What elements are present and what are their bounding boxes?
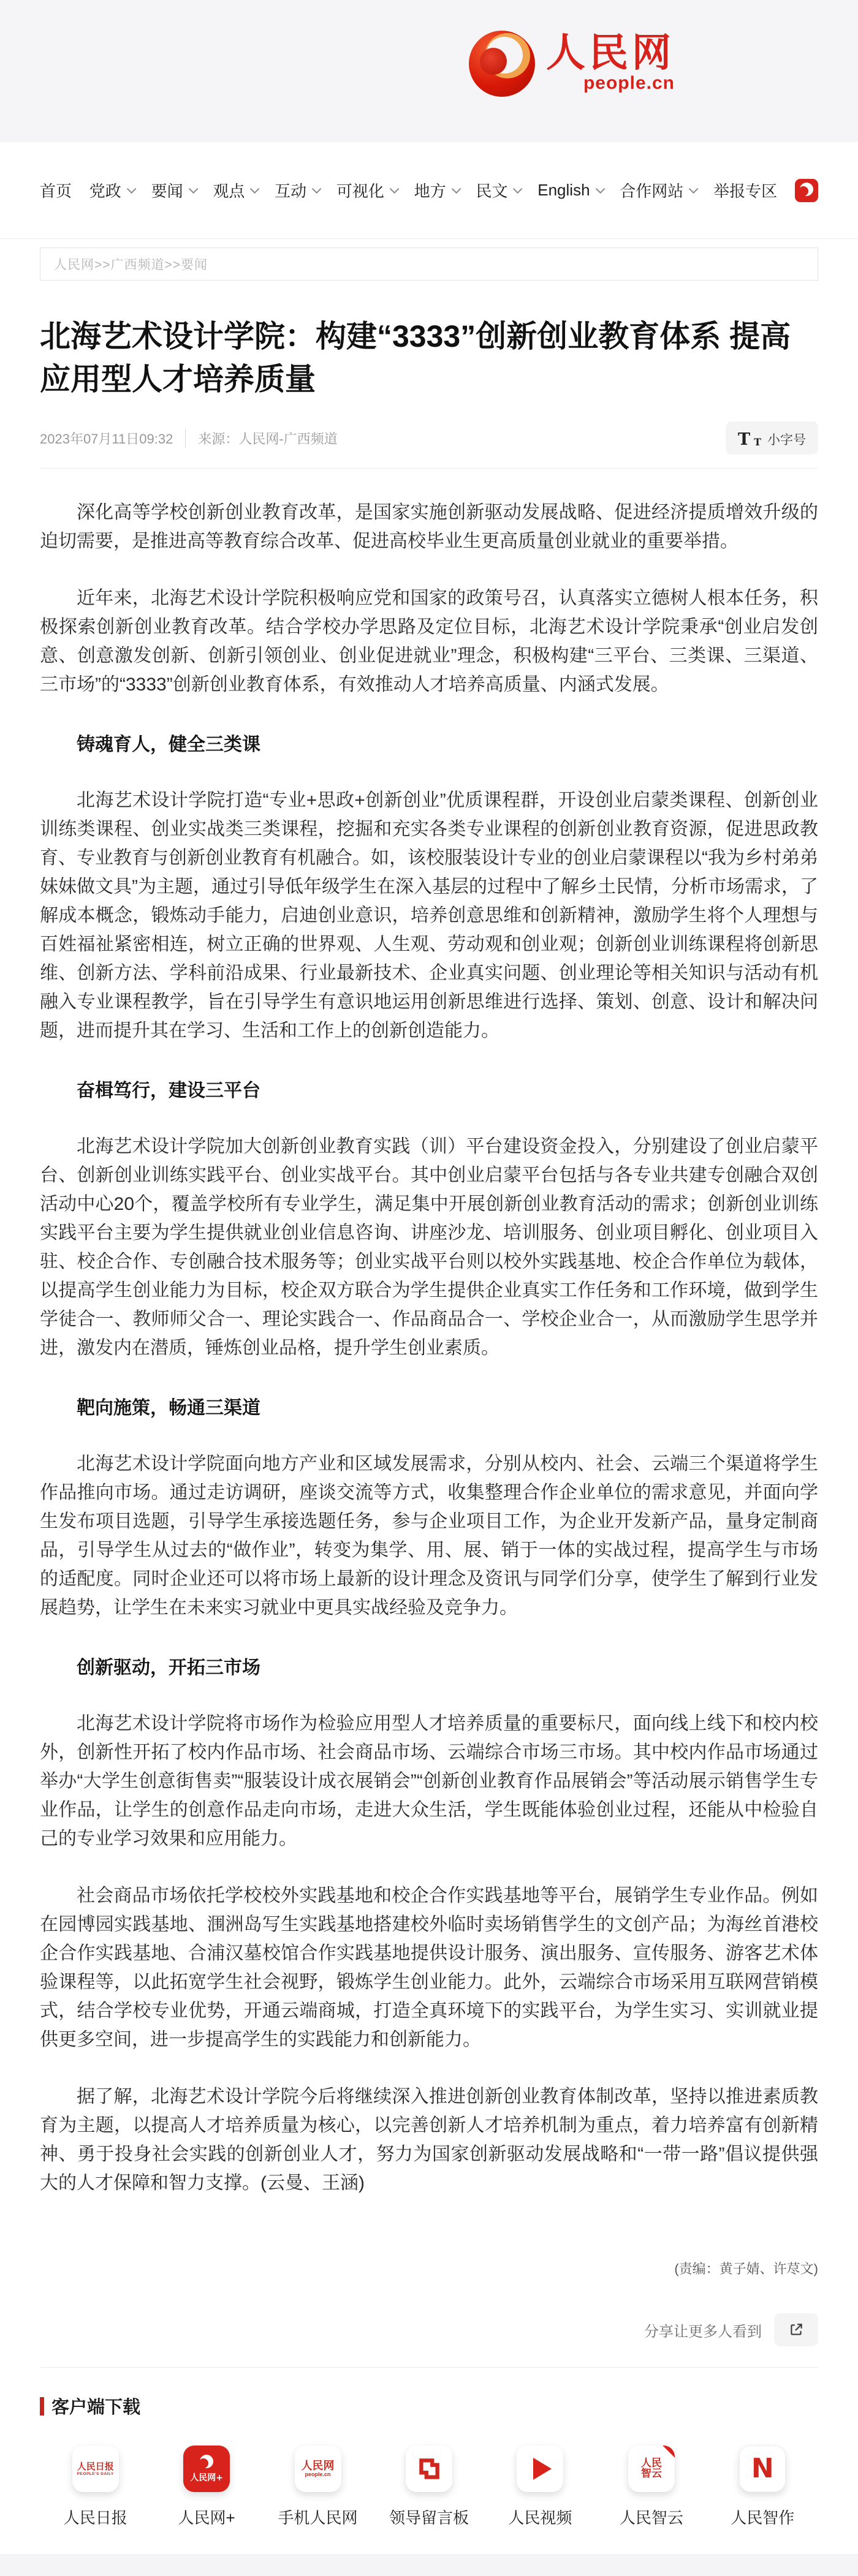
section-heading: 奋楫笃行，建设三平台	[77, 1081, 260, 1101]
people-app-icon[interactable]	[795, 179, 818, 202]
chevron-down-icon	[312, 184, 322, 194]
people-writer-icon: N	[739, 2446, 786, 2492]
app-people-video[interactable]	[485, 2446, 596, 2528]
client-download-section	[40, 2368, 818, 2554]
chevron-down-icon	[452, 184, 461, 194]
play-icon	[533, 2458, 552, 2480]
nav-item-party-gov[interactable]: 党政	[89, 179, 134, 202]
share-label: 分享让更多人看到	[644, 2323, 762, 2340]
footer-band	[0, 2554, 858, 2576]
article-meta	[40, 421, 818, 469]
paragraph: 据了解，北海艺术设计学院今后将继续深入推进创新创业教育体制改革，坚持以推进素质教育为主题，以提高人才培养质量为核心，以完善创新人才培养机制为重点，着力培养富有创新精神、勇于投身社会实践的创新创业人才，努力为国家创新驱动发展战略和“一带一路”倡议提供强大的人才保障和智力支撑。(云曼、王涵)	[40, 2087, 818, 2193]
nav-item-news[interactable]: 要闻	[151, 179, 196, 202]
chevron-down-icon	[513, 184, 523, 194]
people-cloud-icon: 人民 智云	[628, 2446, 675, 2492]
people-cn-logo[interactable]	[469, 31, 675, 97]
download-section-title: 客户端下载	[51, 2398, 141, 2417]
people-video-icon	[517, 2446, 563, 2492]
chevron-down-icon	[595, 184, 605, 194]
nav-item-english[interactable]: English	[537, 181, 602, 200]
font-size-icon: T	[738, 430, 751, 449]
chevron-down-icon	[127, 184, 137, 194]
app-name: 手机人民网	[278, 2509, 358, 2527]
section-heading: 靶向施策，畅通三渠道	[77, 1398, 260, 1418]
paragraph: 近年来，北海艺术设计学院积极响应党和国家的政策号召，认真落实立德树人根本任务，积极探索创新创业教育改革。结合学校办学思路及定位目标，北海艺术设计学院秉承“创业启发创意、创意激发创新、创新引领创业、创业促进就业”理念，积极构建“三平台、三类课、三渠道、三市场”的“3333”创新创业教育体系，有效推动人才培养高质量、内涵式发展。	[40, 588, 818, 695]
app-name: 人民智云	[619, 2509, 683, 2527]
page-title: 北海艺术设计学院：构建“3333”创新创业教育体系 提高应用型人才培养质量	[40, 319, 791, 396]
nav-item-minority-lang[interactable]: 民文	[476, 179, 520, 202]
app-people-cloud[interactable]	[596, 2446, 707, 2528]
paragraph: 北海艺术设计学院将市场作为检验应用型人才培养质量的重要标尺，面向线上线下和校内校外，创新性开拓了校内作品市场、社会商品市场、云端综合市场三市场。其中校内作品市场通过举办“大学生创意街售卖”“服装设计成衣展销会”“创新创业教育作品展销会”等活动展示销售学生专业作品，让学生的创意作品走向市场，走进大众生活，学生既能体验创业过程，还能从中检验自己的专业学习效果和应用能力。	[40, 1713, 818, 1849]
nav-item-partner-sites[interactable]: 合作网站	[620, 179, 696, 202]
logo-text-en: people.cn	[583, 73, 675, 93]
corner-ribbon	[662, 2446, 675, 2458]
chevron-down-icon	[188, 184, 198, 194]
paragraph: 北海艺术设计学院加大创新创业教育实践（训）平台建设资金投入，分别建设了创业启蒙平台、创新创业训练实践平台、创业实战平台。其中创业启蒙平台包括与各专业共建专创融合双创活动中心20个，覆盖学校所有专业学生，满足集中开展创新创业教育活动的需求；创新创业训练实践平台主要为学生提供就业创业信息咨询、讲座沙龙、培训服务、创业项目孵化、创业项目入驻、校企合作、专创融合技术服务等；创业实战平台则以校外实践基地、校企合作单位为载体，以提高学生创业能力为目标，校企双方联合为学生提供企业真实工作任务和工作环境，做到学生学徒合一、教师师父合一、理论实践合一、作品商品合一、学校企业合一，从而激励学生思学并进，激发内在潜质，锤炼创业品格，提升学生创业素质。	[40, 1136, 818, 1358]
paragraph: 深化高等学校创新创业教育改革，是国家实施创新驱动发展战略、促进经济提质增效升级的迫切需要，是推进高等教育综合改革、促进高校毕业生更高质量创业就业的重要举措。	[40, 502, 818, 551]
paragraph: 北海艺术设计学院打造“专业+思政+创新创业”优质课程群，开设创业启蒙类课程、创新创业训练类课程、创业实战类三类课程，挖掘和充实各类专业课程的创新创业教育资源，促进思政教育、专业教育与创新创业教育有机融合。如，该校服装设计专业的创业启蒙课程以“我为乡村弟弟妹妹做文具”为主题，通过引导低年级学生在深入基层的过程中了解乡土民情，分析市场需求，了解成本概念，锻炼动手能力，启迪创业意识，培养创意思维和创新精神，激励学生将个人理想与百姓福祉紧密相连，树立正确的世界观、人生观、劳动观和创业观；创新创业训练课程将创新思维、创新方法、学科前沿成果、行业最新技术、企业真实问题、创业理论等相关知识与活动有机融入专业课程教学，旨在引导学生有意识地运用创新思维进行选择、策划、创意、设计和解决问题，进而提升其在学习、生活和工作上的创新创造能力。	[40, 790, 818, 1041]
section-heading: 铸魂育人，健全三类课	[77, 735, 260, 755]
nav-item-home[interactable]: 首页	[40, 182, 72, 200]
message-board-icon	[406, 2446, 452, 2492]
main-nav	[0, 142, 858, 239]
font-size-label: 小字号	[767, 433, 806, 447]
breadcrumb-path[interactable]: 人民网>>广西频道>>要闻	[54, 258, 208, 272]
logo-text-cn: 人民网	[546, 30, 675, 76]
site-header	[0, 0, 858, 142]
font-size-button[interactable]: T T 小字号	[726, 421, 818, 455]
nav-item-interaction[interactable]: 互动	[275, 179, 319, 202]
section-heading: 创新驱动，开拓三市场	[77, 1658, 260, 1678]
breadcrumb	[40, 247, 818, 281]
section-accent-bar	[40, 2397, 44, 2415]
app-name: 人民日报	[63, 2509, 127, 2527]
chevron-down-icon	[689, 184, 699, 194]
app-people-plus[interactable]	[151, 2446, 262, 2528]
nav-item-visualization[interactable]: 可视化	[336, 179, 397, 202]
article-source[interactable]: 来源：人民网-广西频道	[185, 429, 337, 448]
article-body	[40, 469, 818, 2197]
paragraph: 北海艺术设计学院面向地方产业和区域发展需求，分别从校内、社会、云端三个渠道将学生作品推向市场。通过走访调研，座谈交流等方式，收集整理合作企业单位的需求意见，并面向学生发布项目选题，引导学生承接选题任务，参与企业项目工作，为企业开发新产品，量身定制商品，引导学生从过去的“做作业”，转变为集学、用、展、销于一体的实战过程，提高学生与市场的适配度。同时企业还可以将市场上最新的设计理念及资讯与同学们分享，使学生了解到行业发展趋势，让学生在未来实习就业中更具实战经验及竞争力。	[40, 1454, 818, 1618]
mobile-people-icon: 人民网 people.cn	[295, 2446, 341, 2492]
people-plus-icon: 人民网+	[183, 2446, 230, 2492]
editor-credit: (责编：黄子婧、许荩文)	[674, 2261, 818, 2276]
app-name: 人民视频	[508, 2509, 572, 2527]
app-name: 人民网+	[178, 2509, 235, 2527]
paragraph: 社会商品市场依托学校校外实践基地和校企合作实践基地等平台，展销学生专业作品。例如在园博园实践基地、涠洲岛写生实践基地搭建校外临时卖场销售学生的文创产品；为海丝首港校企合作实践基地、合浦汉墓校馆合作实践基地提供设计服务、演出服务、宣传服务、游客艺术体验课程等，以此拓宽学生社会视野，锻炼学生创业能力。此外，云端综合市场采用互联网营销模式，结合学校专业优势，开通云端商城，打造全真环境下的实践平台，为学生实习、实训就业提供更多空间，进一步提高学生的实践能力和创新能力。	[40, 1886, 818, 2050]
people-cn-logo-mark-icon	[469, 31, 535, 97]
nav-item-report-zone[interactable]: 举报专区	[713, 182, 778, 200]
chevron-down-icon	[390, 184, 400, 194]
app-name: 人民智作	[731, 2509, 795, 2527]
app-message-board[interactable]	[373, 2446, 484, 2528]
app-people-writer[interactable]	[707, 2446, 818, 2528]
app-mobile-people[interactable]	[262, 2446, 373, 2528]
chevron-down-icon	[250, 184, 260, 194]
share-button[interactable]	[774, 2313, 818, 2346]
app-name: 领导留言板	[389, 2509, 469, 2527]
nav-item-opinions[interactable]: 观点	[213, 179, 257, 202]
nav-item-local[interactable]: 地方	[414, 179, 458, 202]
people-daily-icon: 人民日报 PEOPLE'S DAILY	[72, 2446, 119, 2492]
publish-time: 2023年07月11日09:32	[40, 431, 173, 447]
app-people-daily[interactable]	[40, 2446, 151, 2528]
share-icon	[788, 2322, 804, 2338]
